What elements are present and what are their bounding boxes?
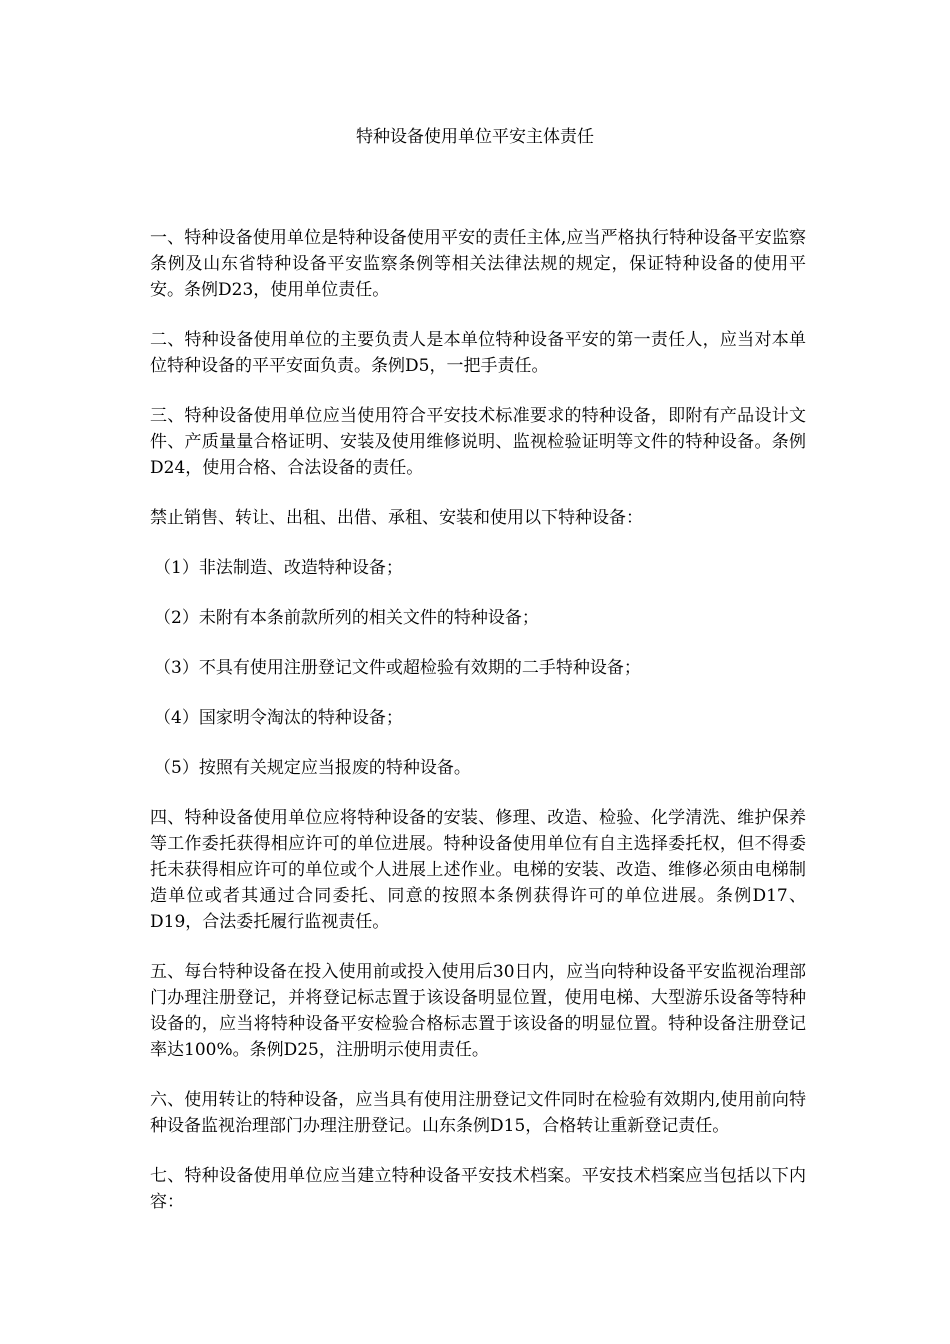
- paragraph-section-6: 六、使用转让的特种设备，应当具有使用注册登记文件同时在检验有效期内,使用前向特种设备监视治理部门办理注册登记。山东条例D15，合格转让重新登记责任。: [150, 1090, 806, 1136]
- list-item: （3）不具有使用注册登记文件或超检验有效期的二手特种设备；: [154, 658, 641, 678]
- page-title: 特种设备使用单位平安主体责任: [356, 127, 594, 147]
- document-body: [146, 225, 806, 1239]
- paragraph-section-2: 二、特种设备使用单位的主要负责人是本单位特种设备平安的第一责任人，应当对本单位特种设备的平平安面负责。条例D5，一把手责任。: [150, 330, 806, 376]
- paragraph-prohibition: 禁止销售、转让、出租、出借、承租、安装和使用以下特种设备：: [150, 508, 643, 528]
- paragraph-section-5: 五、每台特种设备在投入使用前或投入使用后30日内，应当向特种设备平安监视治理部门办理注册登记，并将登记标志置于该设备明显位置，使用电梯、大型游乐设备等特种设备的，应当将特种设备平安检验合格标志置于该设备的明显位置。特种设备注册登记率达100%。条例D25，注册明示使用责任。: [150, 962, 806, 1060]
- list-item: （2）未附有本条前款所列的相关文件的特种设备；: [154, 608, 539, 628]
- paragraph-section-4: 四、特种设备使用单位应将特种设备的安装、修理、改造、检验、化学清洗、维护保养等工作委托获得相应许可的单位进展。特种设备使用单位有自主选择委托权，但不得委托未获得相应许可的单位或个人进展上述作业。电梯的安装、改造、维修必须由电梯制造单位或者其通过合同委托、同意的按照本条例获得许可的单位进展。条例D17、D19，合法委托履行监视责任。: [150, 808, 806, 932]
- list-item: （5）按照有关规定应当报废的特种设备。: [154, 758, 471, 778]
- paragraph-section-3: 三、特种设备使用单位应当使用符合平安技术标准要求的特种设备，即附有产品设计文件、产质量量合格证明、安装及使用维修说明、监视检验证明等文件的特种设备。条例D24，使用合格、合法设备的责任。: [150, 406, 806, 478]
- paragraph-section-1: 一、特种设备使用单位是特种设备使用平安的责任主体,应当严格执行特种设备平安监察条例及山东省特种设备平安监察条例等相关法律法规的规定，保证特种设备的使用平安。条例D23，使用单位责任。: [150, 228, 806, 300]
- list-item: （4）国家明令淘汰的特种设备；: [154, 708, 403, 728]
- paragraph-section-7: 七、特种设备使用单位应当建立特种设备平安技术档案。平安技术档案应当包括以下内容：: [150, 1166, 806, 1212]
- list-item: （1）非法制造、改造特种设备；: [154, 558, 403, 578]
